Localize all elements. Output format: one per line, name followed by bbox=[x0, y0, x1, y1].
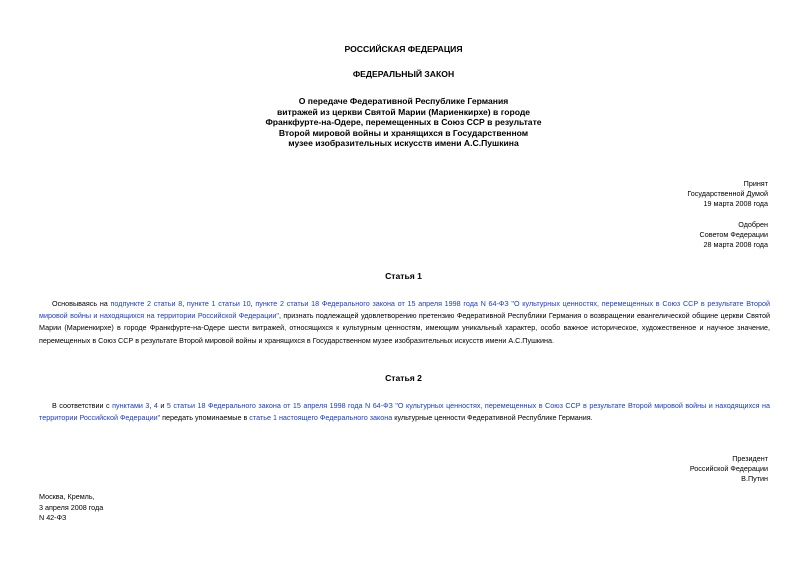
adoption-date: 19 марта 2008 года bbox=[703, 199, 768, 208]
law-reference-link[interactable]: пункте 2 статьи 18 Федерального закона от 15 апреля 1998 года N 64-ФЗ "О культурных ценностях, перемещенных в Союз ССР в результате Второй мировой войны и находящихся на территории Российской Федерации" bbox=[39, 299, 770, 321]
law-title bbox=[0, 96, 807, 149]
adoption-line: Принят bbox=[743, 179, 768, 188]
law-reference-link[interactable]: подпункте 2 статьи 8 bbox=[110, 299, 183, 308]
text-fragment: , признать подлежащей удовлетворению претензию Федеративной Республики Германия о возвращении евангелической общине церкви Святой Марии (Мариенкирхе) в городе Франкфурте-на-Одере шести витражей, относящихся к культурным ценностям, имеющим уникальный характер, особо важное историческое, художественное и научное значение, перемещенных в Союз ССР в результате Второй мировой войны и хранящихся в Государственном музее изобразительных искусств имени А.С.Пушкина. bbox=[39, 311, 770, 345]
text-fragment: , bbox=[182, 299, 187, 308]
law-title-line: музее изобразительных искусств имени А.С.Пушкина bbox=[288, 138, 519, 149]
signature-name: В.Путин bbox=[741, 474, 768, 483]
adoption-line: Государственной Думой bbox=[687, 189, 768, 198]
article-1-text bbox=[39, 298, 770, 347]
text-fragment: и bbox=[157, 401, 167, 410]
adoption-line: Одобрен bbox=[738, 220, 768, 229]
law-title-line: Франкфурте-на-Одере, перемещенных в Союз ССР в результате bbox=[265, 117, 542, 128]
law-reference-link[interactable]: статье 1 настоящего Федерального закона bbox=[249, 413, 393, 423]
article-2-heading: Статья 2 bbox=[385, 373, 422, 383]
signing-place: Москва, Кремль, bbox=[39, 492, 95, 501]
law-reference-link[interactable]: пункте 1 статьи 10 bbox=[186, 299, 251, 308]
law-reference-link[interactable]: 5 статьи 18 Федерального закона от 15 апреля 1998 года N 64-ФЗ "О культурных ценностях, перемещенных в Союз ССР в результате Второй мировой войны и находящихся на территории Российской Федерации" bbox=[39, 401, 771, 423]
adoption-date: 28 марта 2008 года bbox=[703, 240, 768, 249]
law-title-line: О передаче Федеративной Республике Германия bbox=[298, 96, 509, 106]
text-fragment: Основываясь на bbox=[52, 299, 111, 308]
adoption-council bbox=[700, 220, 768, 250]
text-fragment: передать упоминаемые в bbox=[160, 413, 250, 423]
signature-title: Президент bbox=[732, 454, 768, 463]
text-fragment: , bbox=[149, 401, 154, 410]
signature-block bbox=[690, 454, 768, 484]
adoption-line: Советом Федерации bbox=[699, 230, 768, 239]
article-1-heading: Статья 1 bbox=[385, 271, 422, 281]
law-reference-link[interactable]: 4 bbox=[153, 401, 158, 410]
signature-title: Российской Федерации bbox=[689, 464, 768, 473]
law-reference-link[interactable]: пунктами 3 bbox=[112, 401, 150, 410]
law-title-line: Второй мировой войны и хранящихся в Государственном bbox=[278, 127, 529, 138]
signing-date: 3 апреля 2008 года bbox=[39, 502, 104, 512]
place-date-number bbox=[39, 492, 103, 524]
text-fragment: В соответствии с bbox=[52, 401, 113, 410]
country-heading: РОССИЙСКАЯ ФЕДЕРАЦИЯ bbox=[344, 44, 463, 54]
article-2-text bbox=[39, 400, 770, 424]
text-fragment: , bbox=[250, 299, 256, 308]
law-number: N 42-ФЗ bbox=[39, 513, 67, 523]
adoption-duma bbox=[687, 179, 768, 209]
law-title-line: витражей из церкви Святой Марии (Мариенкирхе) в городе bbox=[276, 106, 531, 117]
doc-type-heading: ФЕДЕРАЛЬНЫЙ ЗАКОН bbox=[352, 69, 455, 79]
text-fragment: культурные ценности Федеративной Республике Германия. bbox=[392, 413, 593, 423]
